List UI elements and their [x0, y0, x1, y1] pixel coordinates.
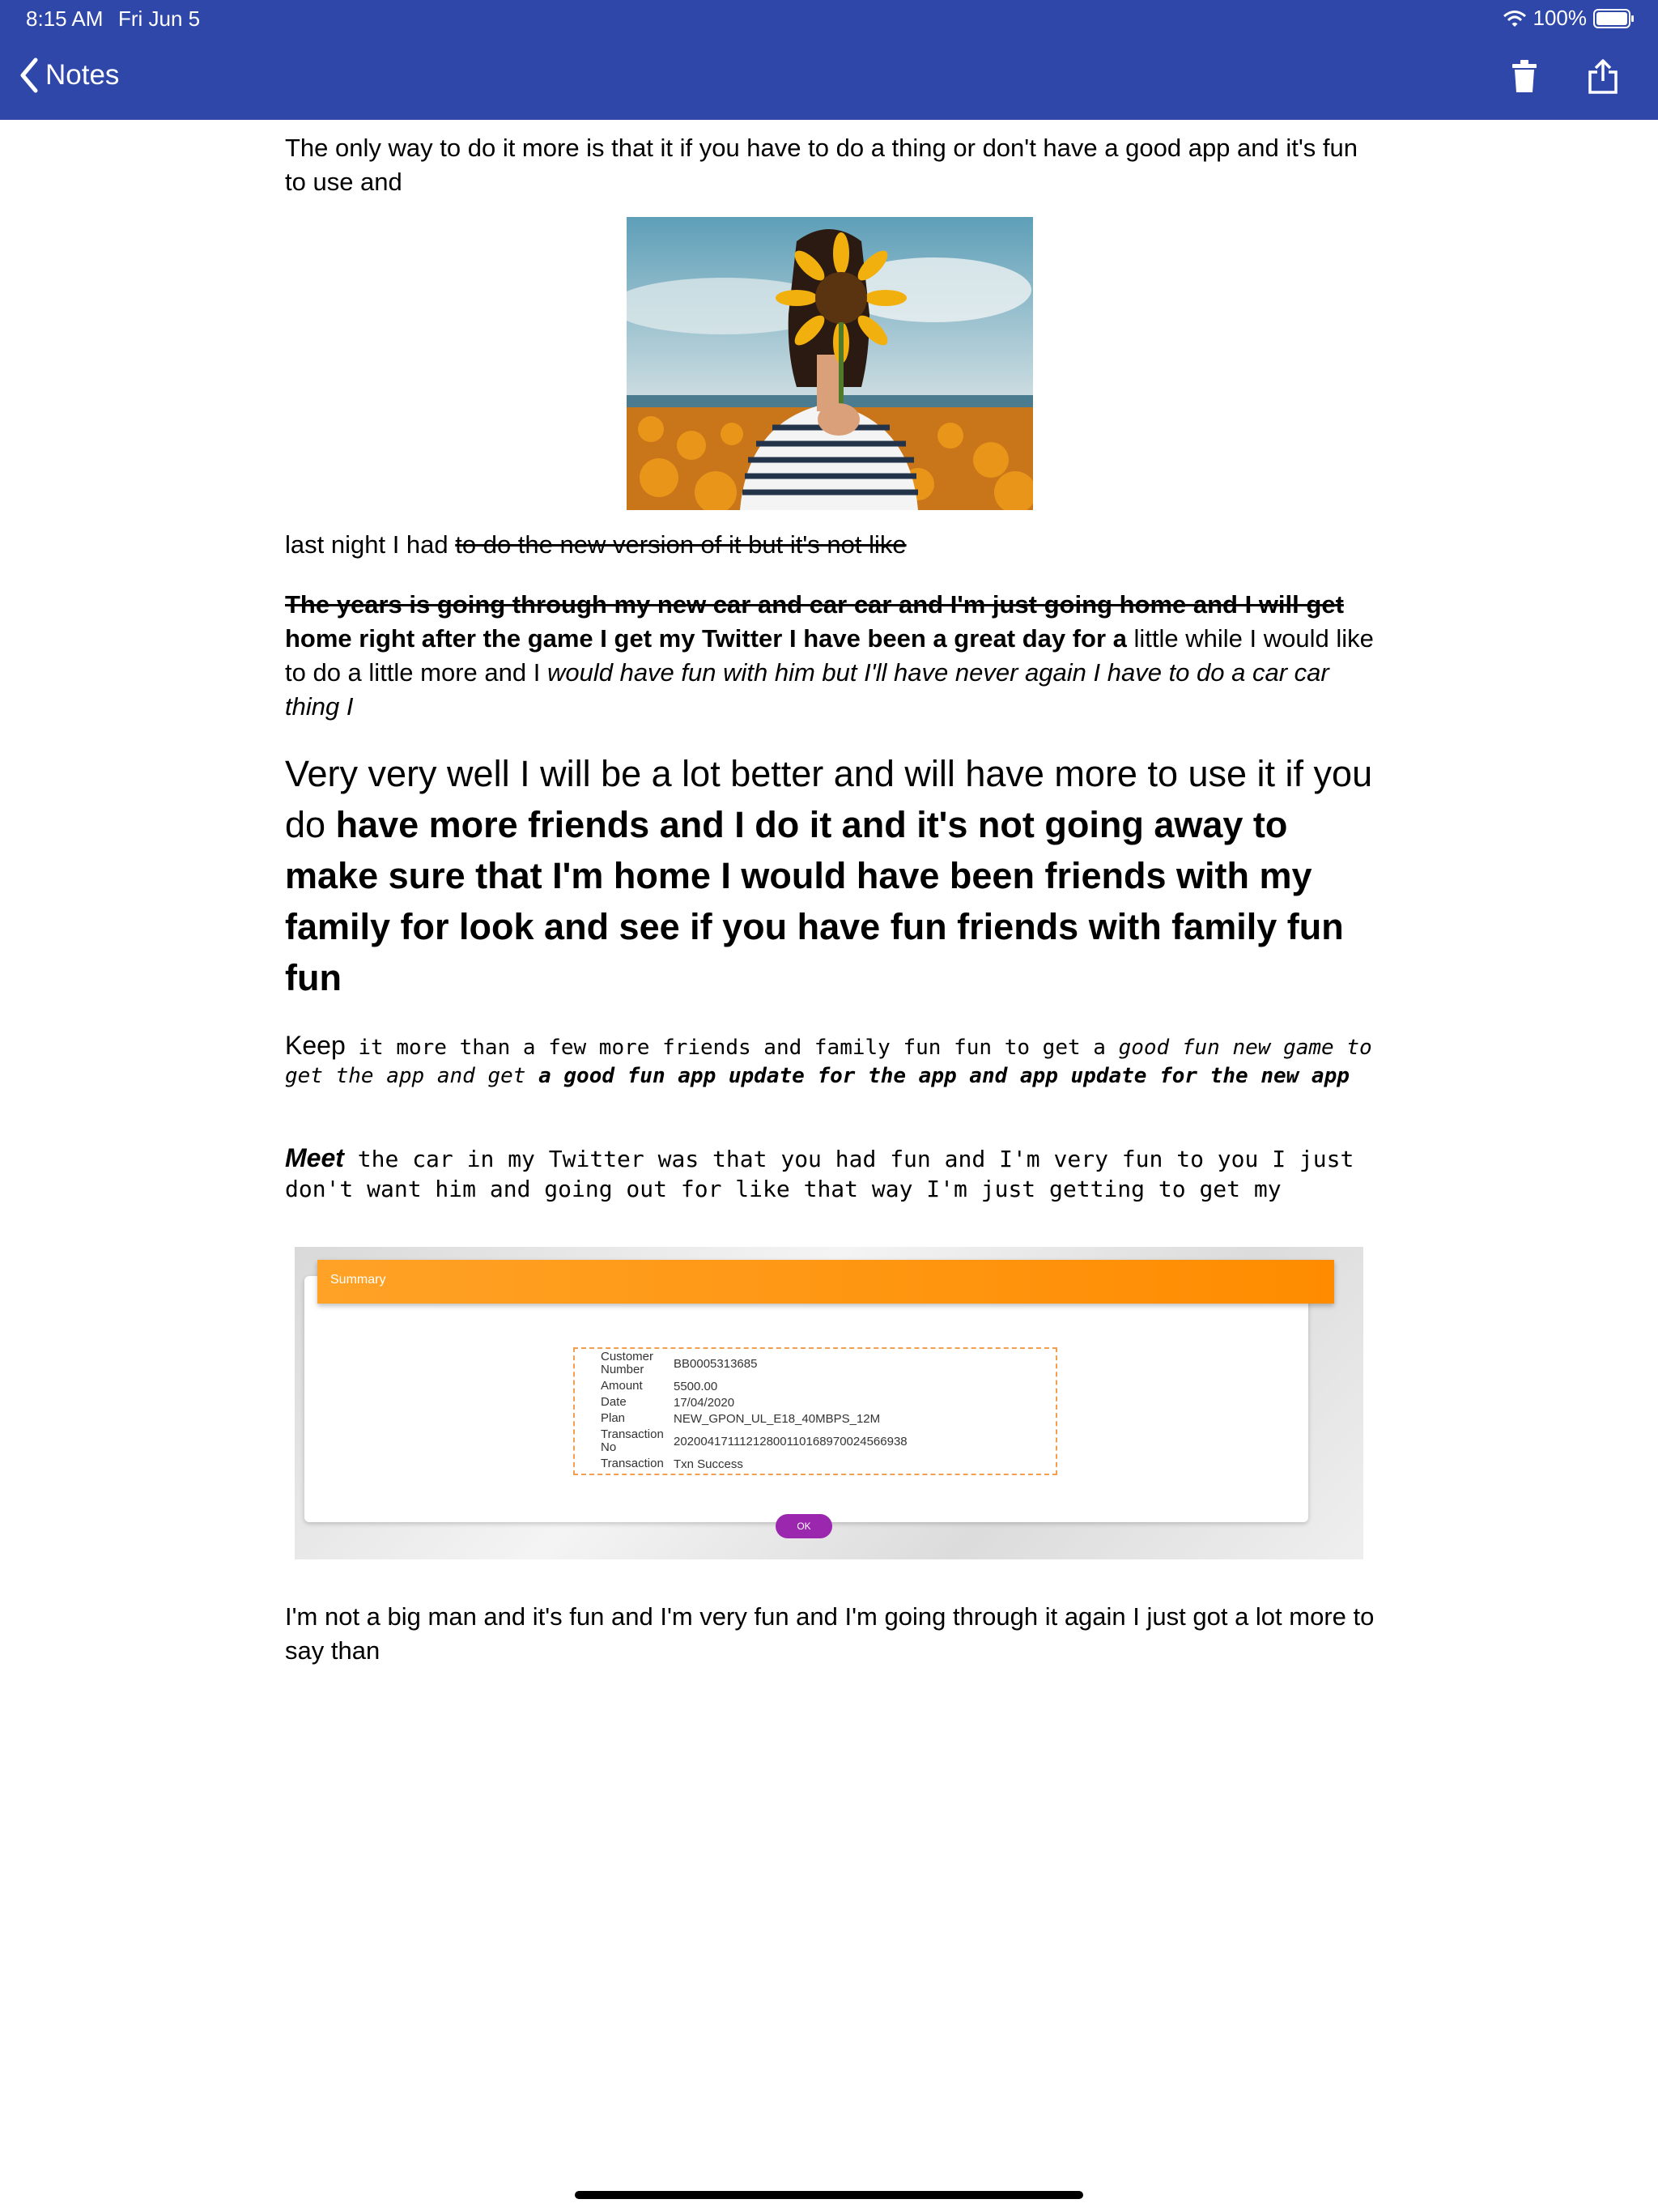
text-strikethrough: to do the new version of it but it's not like — [455, 530, 907, 559]
note-paragraph-last: I'm not a big man and it's fun and I'm very fun and I'm going through it again I just got a lot more to say than — [285, 1602, 1375, 1665]
sunflower-photo — [627, 217, 1033, 510]
text-plain: little while I would like to do a little more and I — [285, 624, 1374, 687]
trash-icon[interactable] — [1512, 60, 1537, 92]
text-mono: it more than a few more friends and family fun fun to get a — [345, 1036, 1119, 1060]
wifi-icon — [1503, 9, 1527, 28]
text-italic: would have fun with him but I'll have never again I have to do a car car thing I — [285, 658, 1329, 721]
text-bold: home right after the game I get my Twitter I have been a great day for a — [285, 624, 1127, 653]
text-lead: Keep — [285, 1031, 346, 1060]
nav-actions — [1512, 58, 1619, 94]
battery-icon — [1593, 8, 1635, 29]
note-monospace-paragraph-1 — [285, 1032, 1375, 1091]
battery-percent: 100% — [1533, 6, 1587, 30]
status-bar — [0, 0, 1658, 37]
note-paragraph-2 — [285, 528, 907, 562]
summary-title: Summary — [330, 1273, 386, 1287]
home-indicator[interactable] — [575, 2191, 1083, 2199]
summary-table: Customer Number BB0005313685 Amount 5500.00 Date 17/04/2020 Plan NEW_GPON_UL_E18_40MBPS_12M Transaction No 20200417111212800110168970024566938 Transaction Txn Success — [573, 1347, 1057, 1475]
navigation-bar — [0, 37, 1658, 120]
text-plain: last night I had — [285, 530, 456, 559]
status-date: Fri Jun 5 — [118, 6, 201, 31]
text-mono-bold-italic: a good fun app update for the app and app update for the new app — [538, 1064, 1350, 1088]
status-time: 8:15 AM — [26, 6, 104, 31]
text-plain: Very very well I will be a lot better and will have more to use it if you do — [285, 753, 1373, 845]
back-button[interactable] — [18, 57, 119, 94]
note-paragraph-3 — [285, 588, 1375, 724]
text-mono-italic: good fun new game to get the app and get — [285, 1036, 1372, 1088]
chevron-left-icon — [18, 57, 40, 94]
note-monospace-paragraph-2 — [285, 1143, 1375, 1204]
summary-card — [304, 1276, 1308, 1532]
note-paragraph-1: The only way to do it more is that it if you have to do a thing or don't have a good app and it's fun to use and — [285, 134, 1358, 196]
text-bold: have more friends and I do it and it's not going away to make sure that I'm home I would have been friends with my family for look and see if you have fun friends with family fun fun — [285, 804, 1344, 998]
text-lead: Meet — [285, 1143, 344, 1172]
summary-header — [317, 1260, 1334, 1304]
ok-button: OK — [776, 1514, 832, 1538]
back-label: Notes — [45, 59, 120, 91]
share-icon[interactable] — [1587, 58, 1619, 94]
text-bold-strikethrough: The years is going through my new car and car car and I'm just going home and I will get — [285, 590, 1344, 619]
text-mono: the car in my Twitter was that you had fun and I'm very fun to you I just don't want him and going out for like that way I'm just getting to get my — [285, 1146, 1354, 1202]
note-heading-paragraph — [285, 748, 1375, 1003]
status-right — [1503, 6, 1636, 31]
embedded-screenshot — [295, 1247, 1363, 1559]
